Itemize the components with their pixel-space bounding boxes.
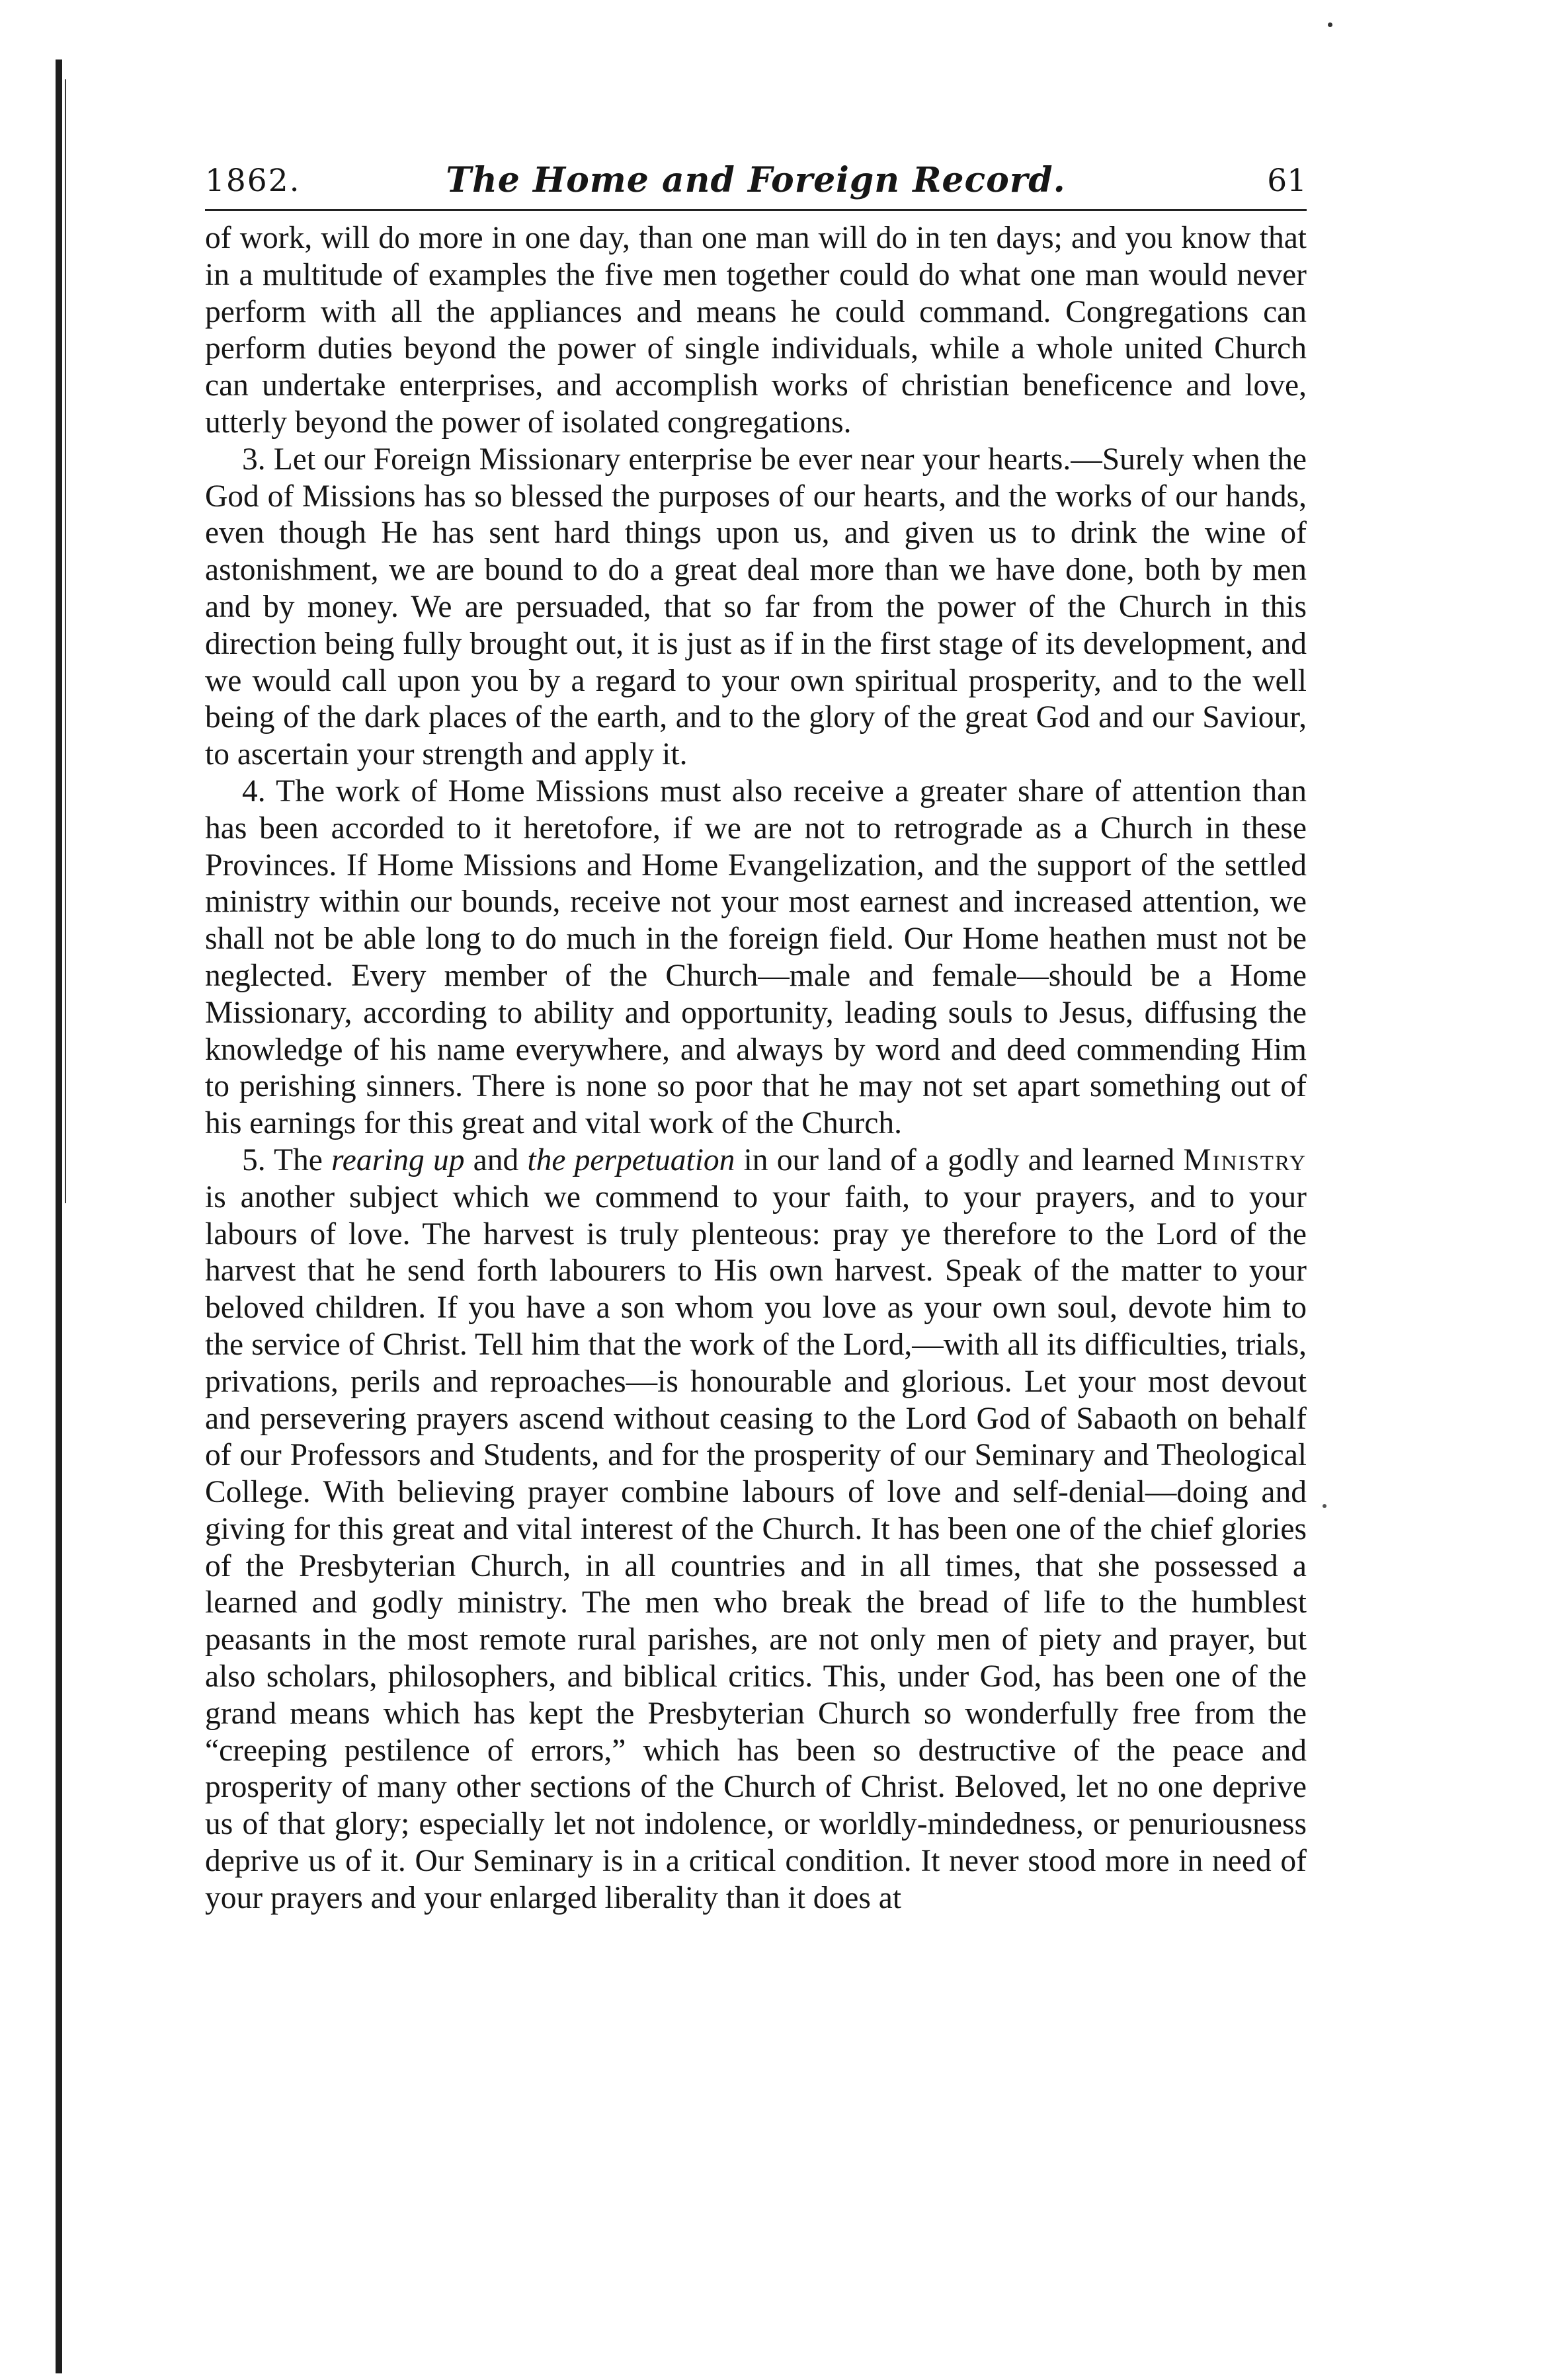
article-body xyxy=(205,220,1307,1917)
margin-mark xyxy=(1323,1504,1326,1508)
paragraph-foreign-missions: 3. Let our Foreign Missionary enterprise be ever near your hearts.—Surely when the God of Missions has so blessed the purposes of our hearts, and the works of our hands, even though He has sent hard things upon us, and given us to drink the wine of astonishment, we are bound to do a great deal more than we have done, both by men and by money. We are persuaded, that so far from the power of the Church in this direction being fully brought out, it is just as if in the first stage of its development, and we would call upon you by a regard to your own spiritual prosperity, and to the well being of the dark places of the earth, and to the glory of the great God and our Saviour, to ascertain your strength and apply it. xyxy=(205,442,1307,772)
binding-edge-thin-rule xyxy=(65,79,66,1203)
ministry-rest: is another subject which we commend to your faith, to your prayers, and to your labours of love. The harvest is truly plenteous: pray ye therefore to the Lord of the harvest that he send forth labourers to His own harvest. Speak of the matter to your beloved children. If you have a son whom you love as your own soul, devote him to the service of Christ. Tell him that the work of the Lord,—with all its difficulties, trials, privations, perils and reproaches—is honourable and glorious. Let your most devout and persevering prayers ascend without ceasing to the Lord God of Sabaoth on behalf of our Professors and Students, and for the prosperity of our Seminary and Theological College. With believing prayer combine labours of love and self-denial—doing and giving for this great and vital interest of the Church. It has been one of the chief glories of the Presbyterian Church, in all countries and in all times, that she possessed a learned and godly ministry. The men who break the bread of life to the humblest peasants in the most remote rural parishes, are not only men of piety and prayer, but also scholars, philosophers, and biblical critics. This, under God, has been one of the grand means which has kept the Presbyterian Church so wonderfully free from the “creeping pestilence of errors,” which has been so destructive of the peace and prosperity of many other sections of the Church of Christ. Beloved, let no one deprive us of that glory; especially let not indolence, or worldly-mindedness, or penuriousness deprive us of it. Our Seminary is in a critical condition. It never stood more in need of your prayers and your enlarged liberality than it does at xyxy=(205,1179,1307,1915)
page-number: 61 xyxy=(1267,163,1307,199)
running-head xyxy=(205,159,1307,211)
paragraph-continuation: of work, will do more in one day, than one man will do in ten days; and you know that in a multitude of examples the five men together could do what one man would never perform with all the appliances and means he could command. Congregations can perform duties beyond the power of single individuals, while a whole united Church can undertake enterprises, and accomplish works of christian beneficence and love, utterly beyond the power of isolated congregations. xyxy=(205,221,1307,440)
ministry-lead: 5. The xyxy=(242,1142,332,1177)
paragraph-ministry xyxy=(205,1142,1307,1917)
ministry-emphasis-rearing: rearing up xyxy=(331,1142,465,1177)
ministry-smallcaps-word: Ministry xyxy=(1183,1142,1307,1177)
binding-edge-rule xyxy=(56,60,62,2373)
ministry-mid-1: and xyxy=(464,1142,528,1177)
page xyxy=(205,159,1307,1917)
paragraph-home-missions: 4. The work of Home Missions must also receive a greater share of attention than has been accorded to it heretofore, if we are not to retrograde as a Church in these Provinces. If Home Missions and Home Evangelization, and the support of the settled ministry within our bounds, receive not your most earnest and increased attention, we shall not be able long to do much in the foreign field. Our Home heathen must not be neglected. Every member of the Church—male and female—should be a Home Missionary, according to ability and opportunity, leading souls to Jesus, diffusing the knowledge of his name everywhere, and always by word and deed commending Him to perishing sinners. There is none so poor that he may not set apart something out of his earnings for this great and vital work of the Church. xyxy=(205,774,1307,1141)
page-speck xyxy=(1328,22,1332,27)
header-year: 1862. xyxy=(205,163,301,199)
ministry-emphasis-perpetuation: the perpetuation xyxy=(527,1142,735,1177)
header-title: The Home and Foreign Record. xyxy=(446,160,1066,200)
ministry-mid-2: in our land of a godly and learned xyxy=(735,1142,1184,1177)
